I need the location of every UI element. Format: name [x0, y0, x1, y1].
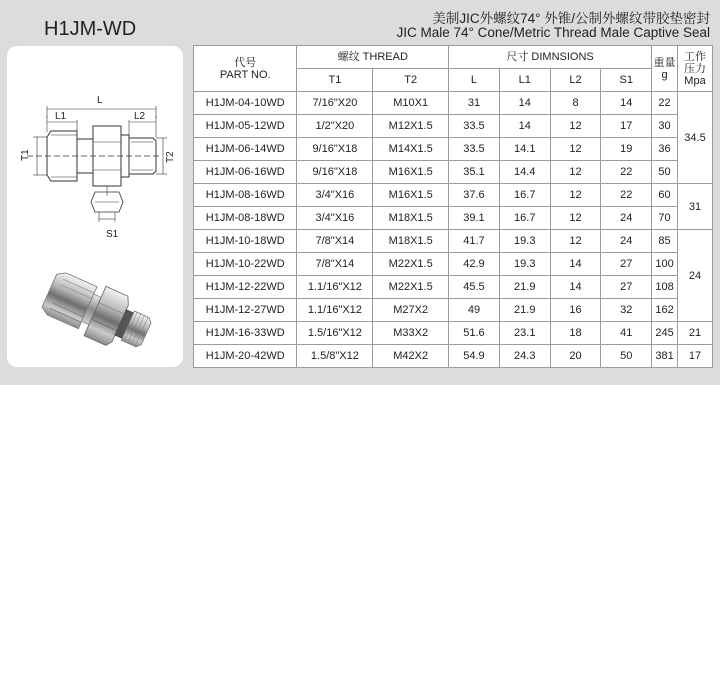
table-row	[194, 184, 713, 207]
cell-weight: 381	[652, 345, 678, 368]
cell-l: 42.9	[449, 253, 500, 276]
cell-l1: 21.9	[499, 299, 550, 322]
cell-pressure: 21	[678, 322, 713, 345]
cell-t2: M22X1.5	[373, 276, 449, 299]
cell-part-no: H1JM-10-22WD	[194, 253, 297, 276]
cell-s1: 17	[601, 115, 652, 138]
header-part-no	[194, 46, 297, 92]
cell-t1: 3/4"X16	[297, 207, 373, 230]
cell-t2: M10X1	[373, 92, 449, 115]
cell-s1: 24	[601, 207, 652, 230]
cell-l2: 12	[550, 230, 601, 253]
table-row	[194, 253, 713, 276]
cell-l1: 14	[499, 115, 550, 138]
cell-l1: 19.3	[499, 230, 550, 253]
cell-s1: 14	[601, 92, 652, 115]
cell-part-no: H1JM-12-22WD	[194, 276, 297, 299]
technical-drawing	[27, 106, 167, 222]
cell-l1: 14.1	[499, 138, 550, 161]
cell-t1: 1.5/8"X12	[297, 345, 373, 368]
dim-label-t1: T1	[20, 149, 31, 161]
cell-t2: M33X2	[373, 322, 449, 345]
cell-part-no: H1JM-10-18WD	[194, 230, 297, 253]
fitting-photo	[38, 266, 157, 358]
dim-label-l2: L2	[134, 111, 146, 122]
cell-weight: 85	[652, 230, 678, 253]
cell-l2: 14	[550, 253, 601, 276]
cell-t2: M16X1.5	[373, 161, 449, 184]
cell-l: 33.5	[449, 138, 500, 161]
cell-l: 33.5	[449, 115, 500, 138]
cell-part-no: H1JM-16-33WD	[194, 322, 297, 345]
cell-weight: 100	[652, 253, 678, 276]
fitting-drawing	[7, 46, 183, 367]
cell-l2: 12	[550, 115, 601, 138]
cell-l: 37.6	[449, 184, 500, 207]
cell-l: 35.1	[449, 161, 500, 184]
cell-weight: 245	[652, 322, 678, 345]
cell-l: 45.5	[449, 276, 500, 299]
cell-weight: 50	[652, 161, 678, 184]
cell-t2: M18X1.5	[373, 207, 449, 230]
cell-l2: 12	[550, 138, 601, 161]
subheader-l1: L1	[499, 69, 550, 92]
cell-s1: 19	[601, 138, 652, 161]
cell-part-no: H1JM-20-42WD	[194, 345, 297, 368]
cell-l2: 8	[550, 92, 601, 115]
subheader-t1: T1	[297, 69, 373, 92]
header-code-cn: 代号	[234, 56, 257, 69]
cell-l2: 16	[550, 299, 601, 322]
cell-t2: M42X2	[373, 345, 449, 368]
table-row	[194, 138, 713, 161]
cell-l: 41.7	[449, 230, 500, 253]
table-row	[194, 299, 713, 322]
table-row	[194, 92, 713, 115]
cell-t1: 9/16"X18	[297, 161, 373, 184]
cell-s1: 24	[601, 230, 652, 253]
cell-s1: 32	[601, 299, 652, 322]
cell-l1: 24.3	[499, 345, 550, 368]
cell-l: 51.6	[449, 322, 500, 345]
title-english: JIC Male 74° Cone/Metric Thread Male Captive Seal	[396, 25, 710, 40]
cell-t2: M12X1.5	[373, 115, 449, 138]
title-chinese: 美制JIC外螺纹74° 外锥/公制外螺纹带胶垫密封	[432, 11, 710, 26]
cell-t1: 7/8"X14	[297, 253, 373, 276]
cell-t1: 1/2"X20	[297, 115, 373, 138]
cell-s1: 22	[601, 161, 652, 184]
cell-weight: 36	[652, 138, 678, 161]
cell-l1: 16.7	[499, 207, 550, 230]
cell-t2: M14X1.5	[373, 138, 449, 161]
cell-weight: 30	[652, 115, 678, 138]
cell-l2: 18	[550, 322, 601, 345]
cell-l: 54.9	[449, 345, 500, 368]
table-row	[194, 230, 713, 253]
cell-t1: 1.1/16"X12	[297, 276, 373, 299]
subheader-t2: T2	[373, 69, 449, 92]
cell-t2: M16X1.5	[373, 184, 449, 207]
cell-t1: 1.5/16"X12	[297, 322, 373, 345]
cell-s1: 41	[601, 322, 652, 345]
header-pressure	[678, 46, 713, 92]
cell-part-no: H1JM-08-16WD	[194, 184, 297, 207]
cell-l2: 12	[550, 161, 601, 184]
header-pressure-2: 压力	[684, 62, 706, 75]
dim-label-t2: T2	[165, 151, 176, 163]
cell-l2: 12	[550, 207, 601, 230]
header-weight-cn: 重量	[653, 56, 676, 69]
header-weight-unit: g	[661, 68, 668, 81]
cell-t2: M22X1.5	[373, 253, 449, 276]
cell-pressure: 24	[678, 230, 713, 322]
cell-weight: 108	[652, 276, 678, 299]
subheader-s1: S1	[601, 69, 652, 92]
cell-t1: 3/4"X16	[297, 184, 373, 207]
cell-l1: 14.4	[499, 161, 550, 184]
cell-l1: 14	[499, 92, 550, 115]
cell-l1: 23.1	[499, 322, 550, 345]
cell-part-no: H1JM-06-14WD	[194, 138, 297, 161]
dim-label-l1: L1	[55, 111, 67, 122]
header-code-en: PART NO.	[219, 68, 271, 81]
cell-l2: 14	[550, 276, 601, 299]
cell-s1: 50	[601, 345, 652, 368]
spec-table	[193, 45, 713, 368]
cell-l: 49	[449, 299, 500, 322]
cell-weight: 60	[652, 184, 678, 207]
cell-part-no: H1JM-05-12WD	[194, 115, 297, 138]
dim-label-l: L	[97, 95, 103, 106]
header-thread: 螺纹 THREAD	[297, 46, 449, 69]
cell-weight: 22	[652, 92, 678, 115]
cell-s1: 22	[601, 184, 652, 207]
cell-part-no: H1JM-08-18WD	[194, 207, 297, 230]
header-pressure-1: 工作	[684, 50, 706, 63]
cell-l1: 16.7	[499, 184, 550, 207]
cell-t2: M18X1.5	[373, 230, 449, 253]
table-row	[194, 207, 713, 230]
cell-weight: 162	[652, 299, 678, 322]
cell-part-no: H1JM-12-27WD	[194, 299, 297, 322]
cell-l2: 12	[550, 184, 601, 207]
cell-part-no: H1JM-06-16WD	[194, 161, 297, 184]
cell-s1: 27	[601, 276, 652, 299]
cell-t2: M27X2	[373, 299, 449, 322]
model-title: H1JM-WD	[44, 18, 137, 40]
cell-l1: 21.9	[499, 276, 550, 299]
table-row	[194, 161, 713, 184]
cell-pressure: 31	[678, 184, 713, 230]
header-pressure-3: Mpa	[684, 74, 706, 87]
cell-pressure: 17	[678, 345, 713, 368]
cell-t1: 1.1/16"X12	[297, 299, 373, 322]
dim-label-s1: S1	[106, 229, 119, 240]
cell-t1: 7/16"X20	[297, 92, 373, 115]
table-row	[194, 322, 713, 345]
cell-s1: 27	[601, 253, 652, 276]
header-weight	[652, 46, 678, 92]
table-row	[194, 345, 713, 368]
cell-t1: 9/16"X18	[297, 138, 373, 161]
cell-l: 39.1	[449, 207, 500, 230]
header-dimensions: 尺寸 DIMNSIONS	[449, 46, 652, 69]
subheader-l: L	[449, 69, 500, 92]
cell-pressure: 34.5	[678, 92, 713, 184]
cell-l1: 19.3	[499, 253, 550, 276]
table-row	[194, 276, 713, 299]
product-image-box	[7, 46, 183, 367]
cell-l: 31	[449, 92, 500, 115]
cell-t1: 7/8"X14	[297, 230, 373, 253]
subheader-l2: L2	[550, 69, 601, 92]
table-row	[194, 115, 713, 138]
cell-weight: 70	[652, 207, 678, 230]
cell-l2: 20	[550, 345, 601, 368]
cell-part-no: H1JM-04-10WD	[194, 92, 297, 115]
